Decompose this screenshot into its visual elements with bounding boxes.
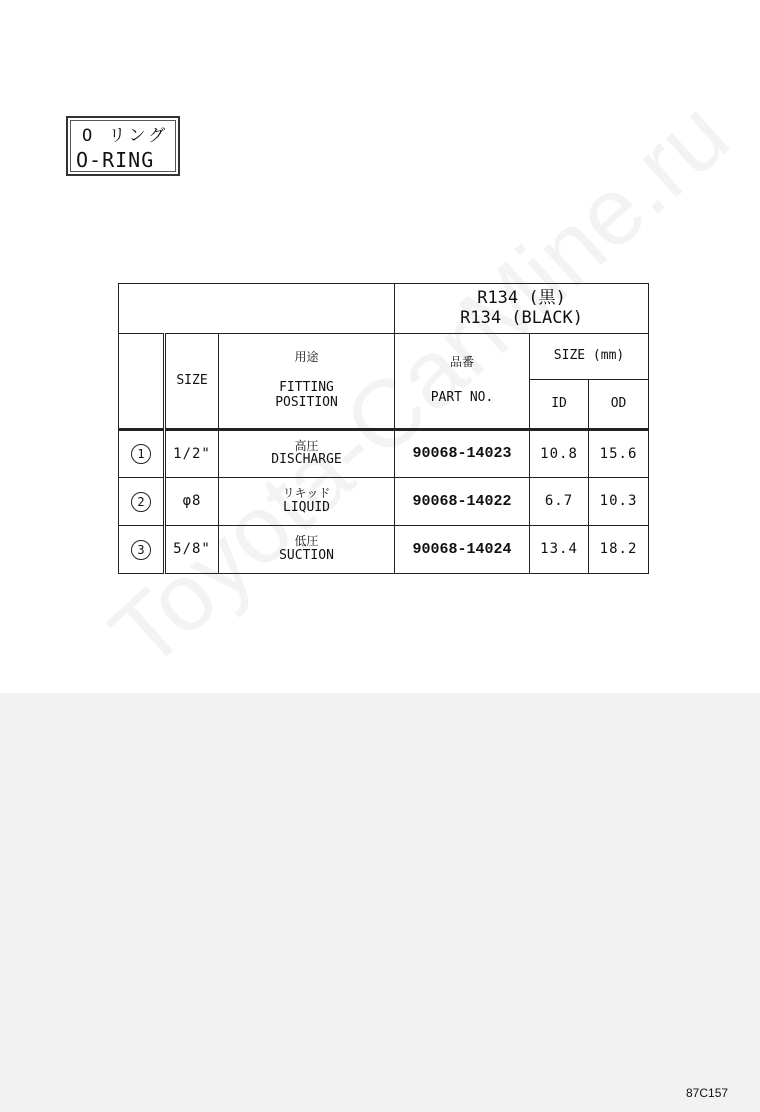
row-size: 5/8" [165, 526, 219, 574]
header-fitting-en: FITTING POSITION [275, 379, 338, 410]
row-number-circle: 2 [131, 492, 151, 512]
row-fitting-en: DISCHARGE [271, 452, 342, 468]
table-row [119, 430, 649, 478]
row-fitting-en: LIQUID [283, 499, 330, 515]
lower-background-panel [0, 693, 760, 1112]
row-od: 18.2 [589, 526, 649, 574]
row-fitting-jp: 低圧 [294, 534, 319, 549]
row-part-number: 90068-14022 [395, 478, 530, 526]
o-ring-spec-table [118, 283, 649, 574]
header-fitting [219, 334, 395, 430]
row-index [119, 478, 165, 526]
row-part-number: 90068-14023 [395, 430, 530, 478]
header-part [395, 334, 530, 430]
o-ring-label-box [66, 116, 180, 176]
header-od: OD [589, 380, 649, 430]
row-index [119, 526, 165, 574]
row-fitting-jp: 高圧 [294, 438, 319, 453]
refrigerant-header [395, 284, 649, 334]
label-japanese: O リング [82, 126, 169, 146]
header-part-en: PART NO. [430, 390, 494, 406]
row-id: 6.7 [530, 478, 589, 526]
header-empty-cell [119, 284, 395, 334]
figure-code-caption: 87C157 [686, 1086, 729, 1100]
header-size: SIZE [165, 334, 219, 430]
table-row [119, 526, 649, 574]
table-row [119, 478, 649, 526]
row-index [119, 430, 165, 478]
row-fitting-jp: リキッド [282, 486, 331, 501]
header-id: ID [530, 380, 589, 430]
header-part-jp: 品番 [450, 354, 475, 369]
row-part-number: 90068-14024 [395, 526, 530, 574]
refrigerant-jp: R134 (黒) [477, 287, 566, 308]
row-size: φ8 [165, 478, 219, 526]
row-fitting [219, 526, 395, 574]
row-id: 10.8 [530, 430, 589, 478]
row-id: 13.4 [530, 526, 589, 574]
refrigerant-en: R134 (BLACK) [460, 307, 583, 328]
row-fitting [219, 478, 395, 526]
row-od: 10.3 [589, 478, 649, 526]
header-fitting-jp: 用途 [294, 350, 319, 365]
row-number-circle: 1 [131, 444, 151, 464]
row-size: 1/2" [165, 430, 219, 478]
label-english: O-RING [76, 148, 155, 172]
row-od: 15.6 [589, 430, 649, 478]
row-fitting [219, 430, 395, 478]
row-number-circle: 3 [131, 540, 151, 560]
row-fitting-en: SUCTION [279, 547, 334, 563]
header-size-mm: SIZE (mm) [530, 334, 649, 380]
header-index-cell [119, 334, 165, 430]
